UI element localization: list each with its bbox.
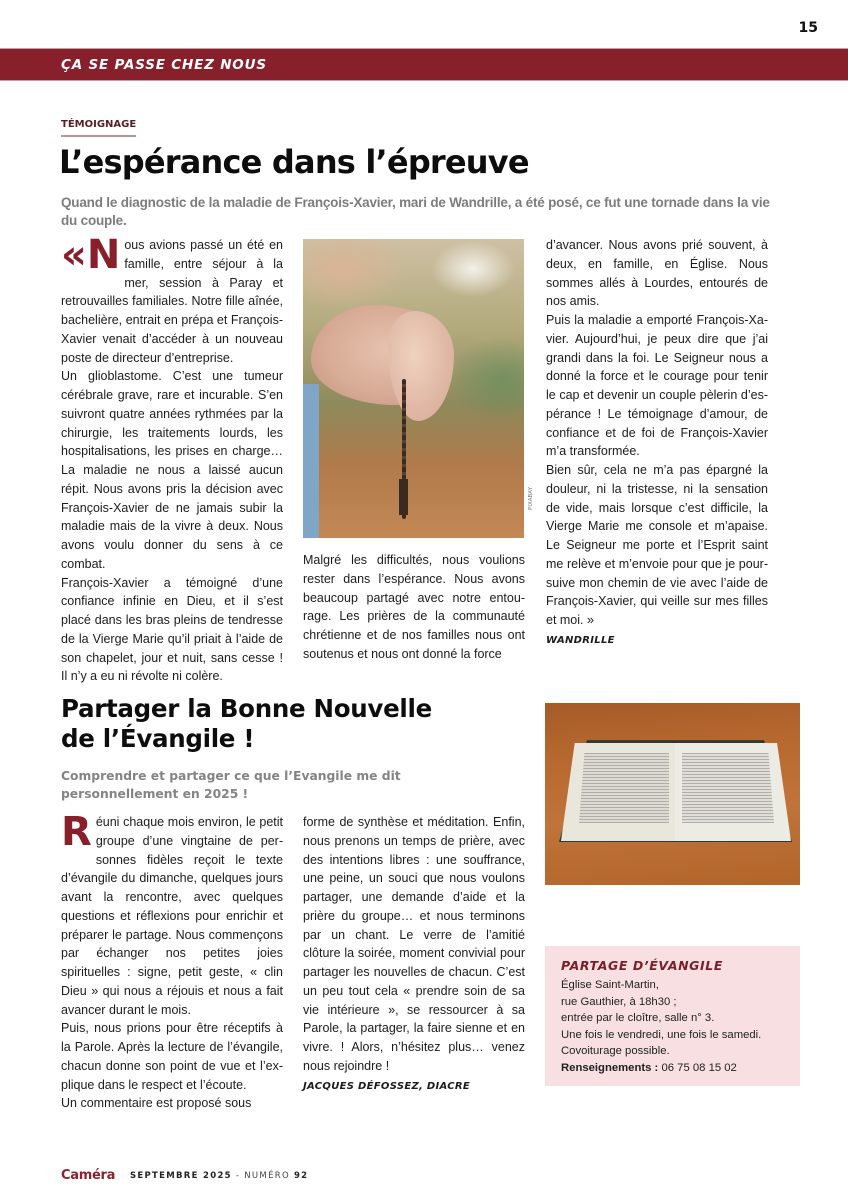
paragraph: Bien sûr, cela ne m’a pas épargné la douleur, ni la tristesse, ni la sensation de vide, mais lorsque c’est difficile, la Vierge Marie me console et m’apaise. Le Seigneur me porte et l’Esprit saint me relève et m’envoie pour que je poursuive mon chemin de vie avec l’aide de François-Xavier, qui veille sur mes filles et moi. » (546, 463, 768, 627)
contact-phone: 06 75 08 15 02 (658, 1061, 737, 1074)
open-bible-photo (545, 703, 800, 885)
article2-title-line-2: de l’Évangile ! (61, 724, 255, 753)
paragraph-text: éuni chaque mois environ, le petit groupe d’une vingtaine de personnes fidèles reçoit le texte d’évangile du dimanche, quelques jours avant la rencontre, avec quelques questions et réflexions pour enrichir et préparer le partage. Nous commençons par échanger nos petites joies spirituelles : signe, petit geste, « clin Dieu » qui nous a réjouis et nous a fait avancer durant le mois. (61, 815, 283, 1017)
section-header-title: ÇA SE PASSE CHEZ NOUS (61, 57, 267, 73)
article1-column-1 (61, 232, 283, 686)
paragraph (61, 232, 283, 367)
paragraph-text: ous avions passé un été en famille, entre séjour à la mer, session à Paray et retrouvailles familiales. Notre fille aînée, bachelière, entrait en prépa et François-Xavier venait d’accéder à un nouveau poste de directeur d’entreprise. (61, 238, 283, 365)
section-header-bar (0, 48, 848, 81)
paragraph: François-Xavier a témoigné d’une confiance infinie en Dieu, et il s’est placé dans les bras pleins de tendresse de la Vierge Marie qu’il priait à l’aide de son chapelet, jour et nuit, sans cesse ! Il n’y a eu ni révolte ni colère. (61, 575, 283, 684)
paragraph (61, 809, 283, 1019)
article-kicker: TÉMOIGNAGE (61, 119, 136, 137)
info-entrance: entrée par le cloître, salle n° 3. (561, 1012, 715, 1024)
dropcap: R (61, 809, 92, 855)
article1-column-2 (303, 551, 525, 664)
photo-credit: PIXABAY (528, 487, 534, 510)
photo-rosary-cross (399, 479, 408, 515)
article-lead: Quand le diagnostic de la maladie de François-Xavier, mari de Wandrille, a été posé, ce fut une tornade dans la vie du couple. (61, 195, 770, 228)
rosary-hands-photo (303, 239, 524, 538)
dropcap (61, 232, 121, 278)
issue-number: 92 (293, 1171, 309, 1181)
bible-right-text (682, 753, 774, 823)
article2-title-line-1: Partager la Bonne Nouvelle (61, 694, 432, 723)
photo-sleeve (303, 384, 319, 538)
bible-left-text (579, 753, 669, 823)
paragraph: Puis la maladie a emporté François-Xavier. Aujourd’hui, je peux dire que j’ai grandi dans la foi. Le Seigneur nous a donné la force et le courage pour tenir le cap et devenir un couple pèlerin d’espérance ! Le témoignage d’amour, de confiance et de foi de François-Xavier m’a transformée. (546, 313, 768, 459)
issue-separator: - (231, 1171, 245, 1181)
info-schedule: Une fois le vendredi, une fois le samedi. (561, 1028, 762, 1041)
paragraph: Malgré les difficultés, nous voulions rester dans l’espérance. Nous avons beaucoup partagé avec notre entourage. Les prières de la communauté chrétienne et de nos familles nous ont soutenus et nous ont donné la force (303, 553, 525, 661)
info-box-title: PARTAGE D’ÉVANGILE (561, 958, 723, 973)
info-address-time: rue Gauthier, à 18h30 ; (561, 995, 677, 1008)
article2-lead: Comprendre et partager ce que l’Evangile me dit personnellement en 2025 ! (61, 769, 401, 801)
issue-label: NUMÉRO (244, 1171, 294, 1181)
magazine-brand: Caméra (61, 1168, 116, 1183)
article-signature: WANDRILLE (546, 634, 615, 646)
article2-column-2 (303, 813, 525, 1096)
paragraph: d’avancer. Nous avons prié souvent, à deux, en famille, en Église. Nous sommes allés à Lourdes, entourés de nos amis. (546, 238, 768, 309)
info-location: Église Saint-Martin, (561, 979, 659, 991)
dropcap-letter: N (86, 232, 121, 278)
paragraph: Puis, nous prions pour être réceptifs à la Parole. Après la lecture de l’évangile, chacun donne son point de vue et l’explique dans le respect et l’écoute. (61, 1021, 283, 1092)
issue-info (130, 1171, 308, 1181)
article2-signature: JACQUES DÉFOSSEZ, DIACRE (303, 1080, 471, 1092)
issue-month-year: SEPTEMBRE 2025 (130, 1171, 232, 1181)
article-title: L’espérance dans l’épreuve (59, 143, 529, 181)
paragraph: Un commentaire est proposé sous (61, 1096, 252, 1111)
page-number: 15 (798, 20, 818, 36)
article1-column-3 (546, 236, 768, 651)
event-info-box (545, 946, 800, 1086)
info-contact (561, 1060, 784, 1077)
info-carpool: Covoiturage possible. (561, 1045, 670, 1057)
dropcap-quote: « (61, 232, 87, 278)
contact-label: Renseignements : (561, 1061, 659, 1074)
article2-column-1 (61, 809, 283, 1113)
paragraph: Un glioblastome. C’est une tumeur cérébrale grave, rare et incurable. S’en suivront quatre années rythmées par la chirurgie, les traitements lourds, les hospitalisations, les prises en charge… La maladie ne nous a laissé aucun répit. Nous avons pris la décision avec François-Xavier de ne jamais subir la maladie mais de la vivre à deux. Nous avons voulu donner du sens à ce combat. (61, 369, 283, 571)
paragraph: forme de synthèse et méditation. Enfin, nous prenons un temps de prière, avec des intentions libres : une souffrance, une peine, un souci que nous voulons partager, une demande d’aide et la prière du groupe… et nous terminons par un chant. Le verre de l’amitié clôture la soirée, moment convivial pour partager les nouvelles de chacun. C’est un peu tout cela « prendre soin de sa vie intérieure », se ressourcer à sa Parole, la partager, la faire sienne et en vivre. ! Alors, n’hésitez plus… venez nous rejoindre ! (303, 815, 525, 1073)
article2-title (61, 694, 521, 754)
